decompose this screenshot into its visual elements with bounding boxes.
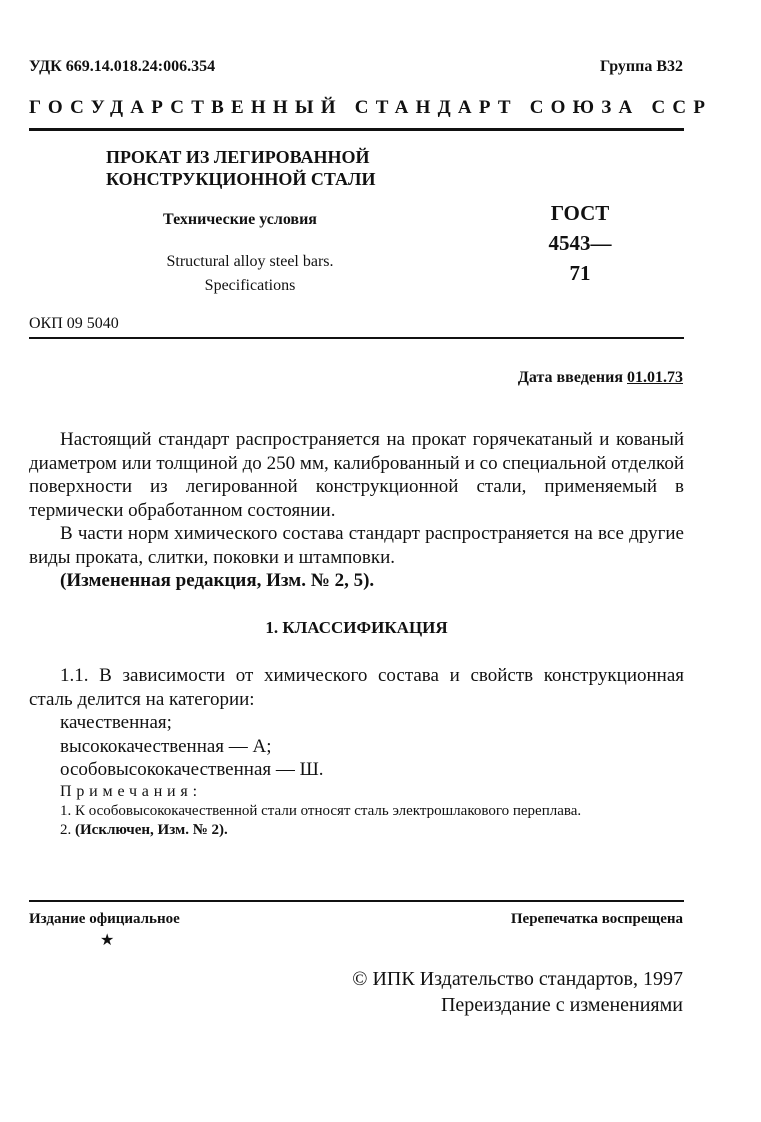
scope-section xyxy=(29,428,684,593)
introduction-date-value: 01.01.73 xyxy=(627,369,683,386)
publisher-block xyxy=(352,966,683,1018)
english-title xyxy=(130,250,370,298)
classification-section xyxy=(29,664,684,840)
note-2-text: (Исключен, Изм. № 2). xyxy=(75,821,228,838)
document-title xyxy=(106,146,375,190)
reissue-note: Переиздание с изменениями xyxy=(440,994,683,1016)
category-item: особовысококачественная — Ш. xyxy=(60,759,324,780)
note-1: 1. К особовысококачественной стали относят сталь электрошлакового переплава. xyxy=(60,802,582,819)
introduction-date xyxy=(518,369,683,387)
udk-code: УДК 669.14.018.24:006.354 xyxy=(29,58,216,75)
scope-paragraph-2: В части норм химического состава стандарт распространяется на все другие виды проката, слитки, поковки и штамповки. xyxy=(29,523,684,568)
gost-label: ГОСТ xyxy=(550,201,610,225)
section-heading: 1. КЛАССИФИКАЦИЯ xyxy=(265,618,448,637)
scope-revision-note: (Измененная редакция, Изм. № 2, 5). xyxy=(60,570,375,591)
okp-divider xyxy=(29,337,684,339)
gost-number: 4543—71 xyxy=(548,231,612,285)
reprint-prohibited: Перепечатка воспрещена xyxy=(510,911,683,927)
english-title-line-1: Structural alloy steel bars. xyxy=(166,253,334,270)
category-item: качественная; xyxy=(60,712,172,733)
note-2 xyxy=(29,821,684,840)
scope-paragraph-1: Настоящий стандарт распространяется на прокат горячекатаный и кованый диаметром или толщиной до 250 мм, калиброванный и со специальной отделкой поверхности из легированной конструкционной стали, применяемый в термически обработанном состоянии. xyxy=(29,429,684,521)
gost-designation xyxy=(540,198,620,288)
category-item: высококачественная — А; xyxy=(60,735,272,757)
star-icon: ★ xyxy=(100,932,115,949)
note-2-number: 2. xyxy=(60,821,72,838)
publisher-copyright: © ИПК Издательство стандартов, 1997 xyxy=(352,968,683,990)
organization-banner: ГОСУДАРСТВЕННЫЙ СТАНДАРТ СОЮЗА ССР xyxy=(29,97,713,118)
notes-heading: Примечания: xyxy=(60,782,202,800)
introduction-date-label: Дата введения xyxy=(517,369,623,386)
okp-code: ОКП 09 5040 xyxy=(29,315,119,332)
header-divider xyxy=(29,128,684,131)
document-subtitle: Технические условия xyxy=(163,211,317,228)
english-title-line-2: Specifications xyxy=(204,277,296,294)
title-line-1: ПРОКАТ ИЗ ЛЕГИРОВАННОЙ xyxy=(106,147,370,167)
title-line-2: КОНСТРУКЦИОННОЙ СТАЛИ xyxy=(106,169,376,189)
footer-divider xyxy=(29,900,684,902)
group-code: Группа В32 xyxy=(600,58,683,75)
clause-1-1: 1.1. В зависимости от химического состава и свойств конструкционная сталь делится на категории: xyxy=(29,665,684,710)
official-edition: Издание официальное xyxy=(29,911,180,927)
